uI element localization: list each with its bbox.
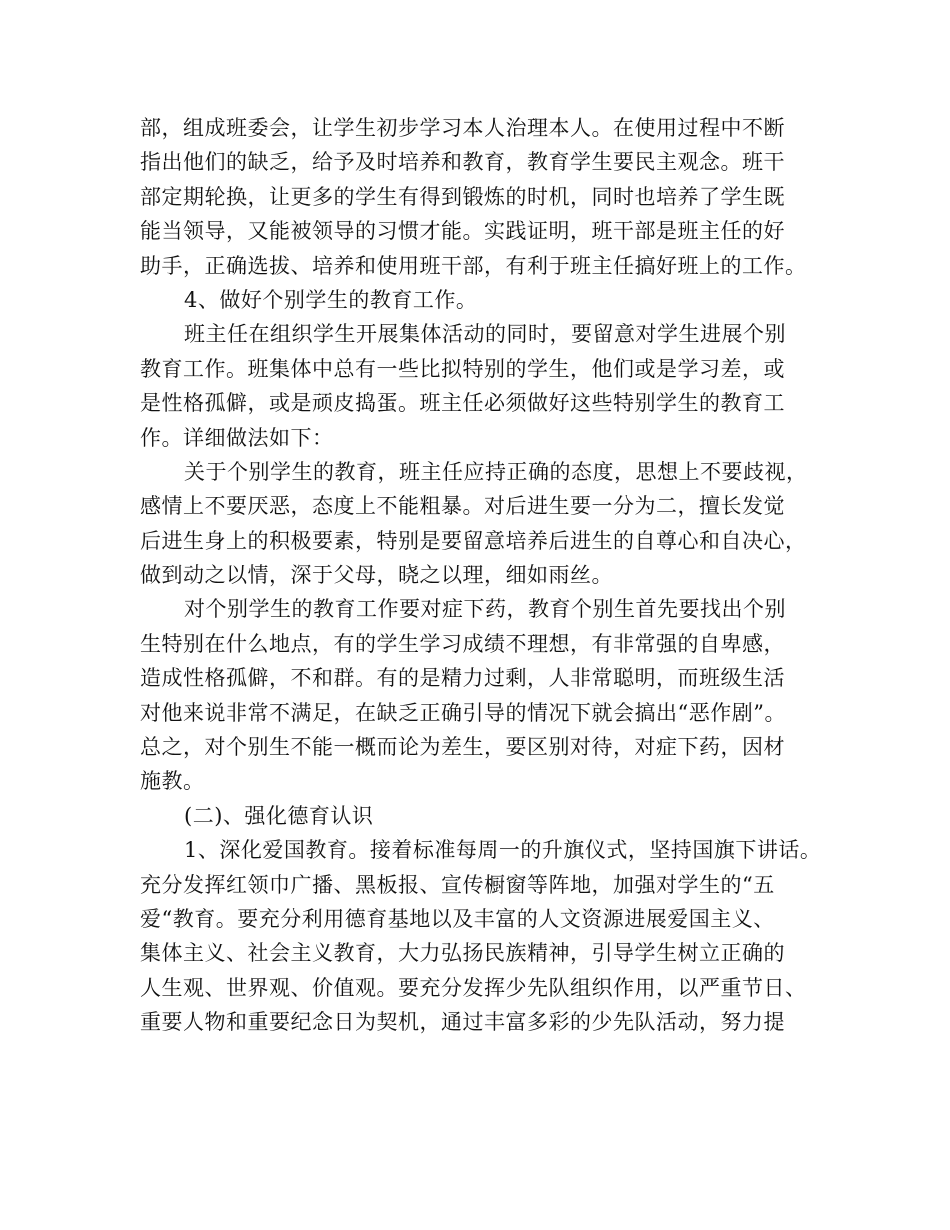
- section-heading: 4、做好个别学生的教育工作。: [184, 287, 478, 312]
- text-line: 集体主义、社会主义教育，大力弘扬民族精神，引导学生树立正确的: [140, 941, 785, 966]
- text-line: 关于个别学生的教育，班主任应持正确的态度，思想上不要歧视，: [184, 459, 808, 484]
- text-line: 重要人物和重要纪念日为契机，通过丰富多彩的少先队活动，努力提: [140, 1010, 785, 1035]
- text-line: 爱“教育。要充分利用德育基地以及丰富的人文资源进展爱国主义、: [140, 906, 775, 931]
- text-line: 作。详细做法如下：: [140, 425, 334, 450]
- text-line: 总之，对个别生不能一概而论为差生，要区别对待，对症下药，因材: [140, 735, 785, 760]
- text-line: 施教。: [140, 769, 205, 794]
- text-line: 助手，正确选拔、培养和使用班干部，有利于班主任搞好班上的工作。: [140, 253, 807, 278]
- text-line: 对个别学生的教育工作要对症下药，教育个别生首先要找出个别: [184, 597, 786, 622]
- text-line: 充分发挥红领巾广播、黑板报、宣传橱窗等阵地，加强对学生的“五: [140, 872, 775, 897]
- text-line: 指出他们的缺乏，给予及时培养和教育，教育学生要民主观念。班干: [140, 150, 785, 175]
- text-line: 造成性格孤僻，不和群。有的是精力过剩，人非常聪明，而班级生活: [140, 666, 785, 691]
- text-line: 部定期轮换，让更多的学生有得到锻炼的时机，同时也培养了学生既: [140, 184, 785, 209]
- text-line: 感情上不要厌恶，态度上不能粗暴。对后进生要一分为二，擅长发觉: [140, 494, 785, 519]
- text-line: 生特别在什么地点，有的学生学习成绩不理想，有非常强的自卑感，: [140, 631, 785, 656]
- text-line: 做到动之以情，深于父母，晓之以理，细如雨丝。: [140, 563, 613, 588]
- text-line: 部，组成班委会，让学生初步学习本人治理本人。在使用过程中不断: [140, 116, 785, 140]
- text-line: 是性格孤僻，或是顽皮捣蛋。班主任必须做好这些特别学生的教育工: [140, 391, 785, 416]
- text-line: 能当领导，又能被领导的习惯才能。实践证明，班干部是班主任的好: [140, 219, 785, 244]
- text-line: 教育工作。班集体中总有一些比拟特别的学生，他们或是学习差，或: [140, 356, 785, 381]
- text-line: 对他来说非常不满足，在缺乏正确引导的情况下就会搞出“恶作剧”。: [140, 700, 786, 725]
- text-line: 班主任在组织学生开展集体活动的同时，要留意对学生进展个别: [184, 322, 786, 347]
- body-text: [140, 111, 830, 1040]
- text-line: 后进生身上的积极要素，特别是要留意培养后进生的自尊心和自决心，: [140, 528, 807, 553]
- section-heading: (二)、强化德育认识: [184, 803, 374, 828]
- text-line: 人生观、世界观、价值观。要充分发挥少先队组织作用，以严重节日、: [140, 975, 807, 1000]
- text-line: 1、深化爱国教育。接着标准每周一的升旗仪式，坚持国旗下讲话。: [184, 838, 822, 863]
